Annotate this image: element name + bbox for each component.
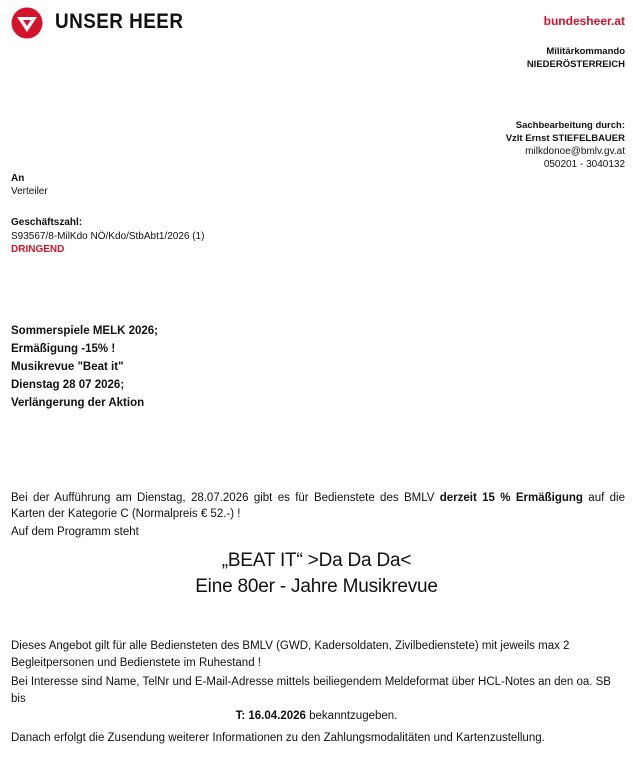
subject-line: Verlängerung der Aktion (11, 397, 145, 409)
organization-block (527, 45, 625, 71)
contact-phone: 050201 - 3040132 (543, 159, 625, 170)
subject-line: Ermäßigung -15% ! (11, 343, 116, 355)
p1-text-a: Bei der Aufführung am Dienstag, 28.07.2026 gibt es für Bedienstete des BMLV (11, 492, 440, 504)
headline-subtitle: Eine 80er - Jahre Musikrevue (195, 576, 438, 597)
paragraph-program: Auf dem Programm steht (11, 526, 139, 538)
deadline-date: T: 16.04.2026 (235, 710, 306, 722)
recipient-block (11, 172, 48, 198)
recipient-value: Verteiler (11, 186, 48, 197)
reference-block (11, 216, 204, 257)
deadline-text: bekanntzugeben. (305, 710, 398, 722)
headline-title: „BEAT IT“ >Da Da Da< (221, 550, 412, 571)
show-headline (0, 548, 633, 600)
site-link[interactable]: bundesheer.at (543, 14, 625, 28)
org-line-1: Militärkommando (546, 46, 625, 57)
recipient-label: An (11, 173, 25, 184)
subject-block (11, 322, 158, 412)
paragraph-eligibility: Dieses Angebot gilt für alle Bediensteten des BMLV (GWD, Kadersoldaten, Zivilbedienstete) mit jeweils max 2 Begleitpersonen und Bedienstete im Ruhestand ! (11, 640, 570, 669)
paragraph-deadline (0, 710, 633, 722)
contact-email[interactable]: milkdonoe@bmlv.gv.at (525, 146, 625, 157)
contact-name: Vzlt Ernst STIEFELBAUER (505, 133, 625, 144)
heer-logo-icon (11, 7, 43, 39)
org-line-2: NIEDERÖSTERREICH (526, 59, 625, 70)
paragraph-registration: Bei Interesse sind Name, TelNr und E-Mail-Adresse mittels beiliegendem Meldeformat über HCL-Notes an den oa. SB bis (11, 676, 611, 705)
paragraph-offer (11, 490, 625, 522)
paragraph-followup: Danach erfolgt die Zusendung weiterer Informationen zu den Zahlungsmodalitäten und Kartenzustellung. (11, 732, 545, 744)
contact-block (506, 119, 625, 171)
reference-label: Geschäftszahl: (11, 217, 83, 228)
reference-value: S93567/8-MilKdo NÖ/Kdo/StbAbt1/2026 (1) (11, 230, 205, 242)
p1-discount: derzeit 15 % Ermäßigung (439, 492, 583, 504)
urgency-badge: DRINGEND (11, 244, 65, 255)
subject-line: Dienstag 28 07 2026; (11, 379, 125, 391)
contact-label: Sachbearbeitung durch: (515, 120, 625, 131)
subject-line: Sommerspiele MELK 2026; (11, 325, 159, 337)
p1-text-b: auf die Karten der Kategorie C (Normalpreis € 52.-) ! (11, 492, 625, 520)
subject-line: Musikrevue "Beat it" (11, 361, 124, 373)
logo-text: UNSER HEER (55, 10, 184, 33)
